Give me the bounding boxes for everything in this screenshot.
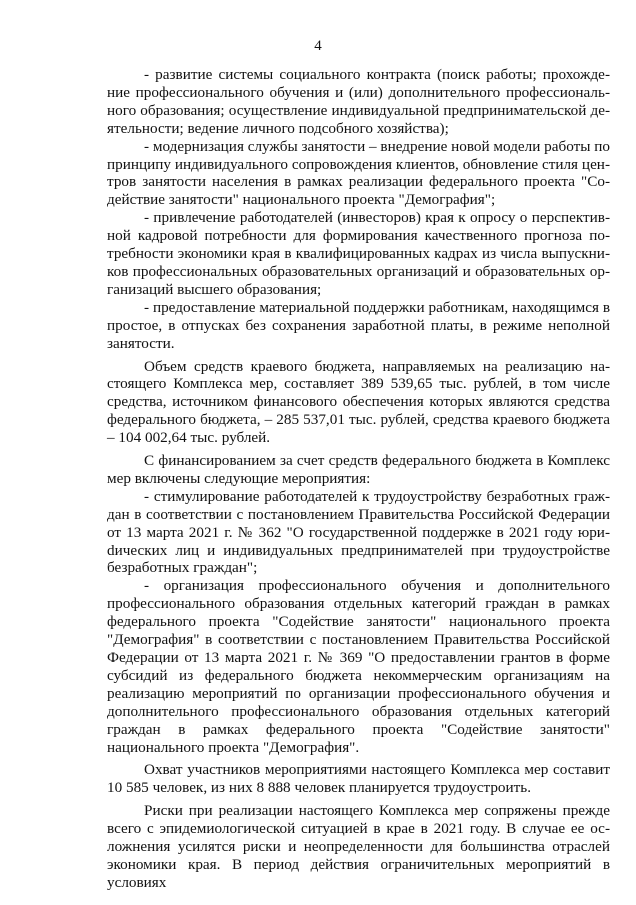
list-item-employer-survey: - привлечение работодателей (инвесторов) края к опросу о перспективной кадровой потребности для формирования качественного прогноза потребности экономики края в квалифицированных кадрах из числа выпускников профессиональных образовательных организаций и образовательных организаций высшего образования; [107,209,610,298]
page-number: 4 [314,38,322,54]
list-item-professional-training: - организация профессионального обучения и дополнительного профессионального образования отдельных категорий граждан в рамках федерального проекта "Содействие занятости" национального проекта "Демография" в соответствии с постановлением Правительства Российской Федерации от 13 марта 2021 г. № 369 "О предоставлении грантов в форме субсидий из федерального бюджета некоммерческим организациям на реализацию мероприятий по организации профессионального обучения и дополнительного профессионального образования отдельных категорий граждан в рамках федерального проекта "Содействие занятости" национального проекта "Демография". [107,577,610,756]
list-item-material-support: - предоставление материальной поддержки работникам, находящимся в простое, в отпусках без сохранения заработной платы, в режиме неполной занятости. [107,298,610,352]
list-item-employment-service: - модернизация службы занятости – внедрение новой модели работы по принципу индивидуального сопровождения клиентов, обновление стиля центров занятости населения в рамках реализации федерального проекта "Содействие занятости" национального проекта "Демография"; [107,137,610,209]
document-body [107,66,610,892]
paragraph-budget: Объем средств краевого бюджета, направляемых на реализацию настоящего Комплекса мер, составляет 389 539,65 тыс. рублей, в том числе средства, источником финансового обеспечения которых являются средства федерального бюджета, – 285 537,01 тыс. рублей, средства краевого бюджета – 104 002,64 тыс. рублей. [107,357,610,447]
paragraph-federal-funding: С финансированием за счет средств федерального бюджета в Комплекс мер включены следующие мероприятия: [107,452,610,487]
list-item-social-contract: - развитие системы социального контракта (поиск работы; прохождение профессионального обучения и (или) дополнительного профессионального образования; осуществление индивидуальной предпринимательской деятельности; ведение личного подсобного хозяйства); [107,66,610,137]
list-item-employer-stimulation: - стимулирование работодателей к трудоустройству безработных граждан в соответствии с постановлением Правительства Российской Федерации от 13 марта 2021 г. № 362 "О государственной поддержке в 2021 году юриdических лиц и индивидуальных предпринимателей при трудоустройстве безработных граждан"; [107,487,610,577]
paragraph-risks: Риски при реализации настоящего Комплекса мер сопряжены прежде всего с эпидемиологической ситуацией в крае в 2021 году. В случае ее осложнения усилятся риски и неопределенности для большинства отраслей экономики края. В период действия ограничительных мероприятий в условиях [107,802,610,891]
paragraph-coverage: Охват участников мероприятиями настоящего Комплекса мер составит 10 585 человек, из них 8 888 человек планируется трудоустроить. [107,761,610,797]
